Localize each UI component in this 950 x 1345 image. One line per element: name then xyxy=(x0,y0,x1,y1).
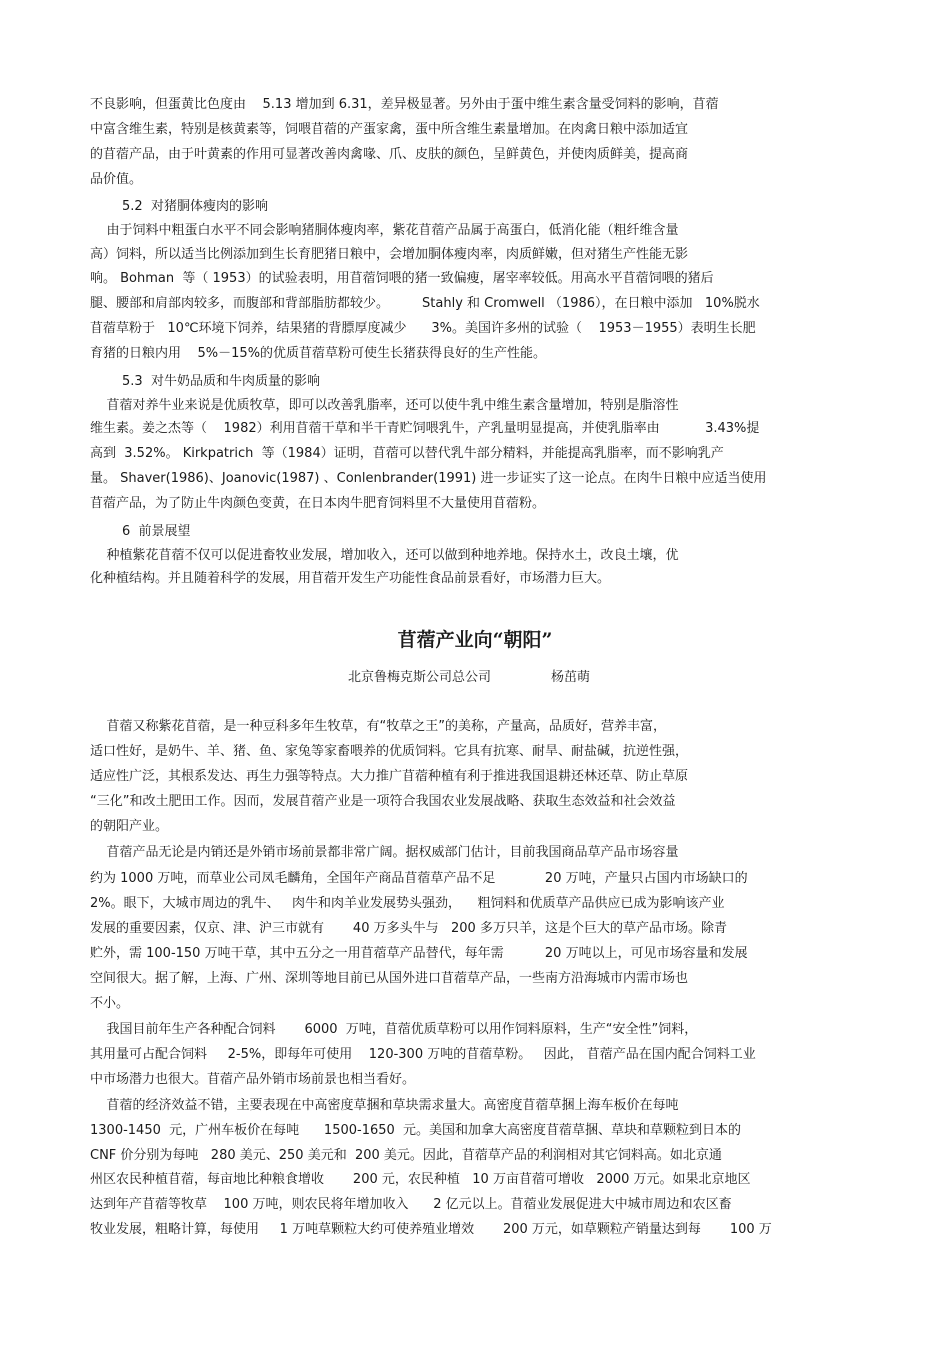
section-heading-5-2: 5.2 对猪胴体瘦肉的影响 xyxy=(122,199,268,214)
text-line: 1300-1450 元，广州车板价在每吨 1500-1650 元。美国和加拿大高密度苜蓿草捆、草块和草颗粒到日本的 xyxy=(90,1123,742,1138)
text-line: 的朝阳产业。 xyxy=(90,819,169,834)
text-line: 苜蓿产品，为了防止牛肉颜色变黄，在日本肉牛肥育饲料里不大量使用苜蓿粉。 xyxy=(90,496,546,511)
text-line: 的苜蓿产品，由于叶黄素的作用可显著改善肉禽喙、爪、皮肤的颜色，呈鲜黄色，并使肉质鲜美，提高商 xyxy=(90,147,689,162)
text-line: 种植紫花苜蓿不仅可以促进畜牧业发展，增加收入，还可以做到种地养地。保持水土，改良土壤，优 xyxy=(90,548,679,563)
text-line: 响。 Bohman 等（ 1953）的试验表明，用苜蓿饲喂的猪一致偏瘦，屠宰率较低。用高水平苜蓿饲喂的猪后 xyxy=(90,271,714,286)
text-line: 品价值。 xyxy=(90,172,143,187)
text-line: 不小。 xyxy=(90,996,130,1011)
text-line: 贮外，需 100-150 万吨干草，其中五分之一用苜蓿草产品替代，每年需 20 万吨以上，可见市场容量和发展 xyxy=(90,946,748,961)
text-line: 苜蓿产品无论是内销还是外销市场前景都非常广阔。据权威部门估计，目前我国商品草产品市场容量 xyxy=(90,845,679,860)
text-line: 苜蓿的经济效益不错，主要表现在中高密度草捆和草块需求量大。高密度苜蓿草捆上海车板价在每吨 xyxy=(90,1098,679,1113)
text-line: 中富含维生素，特别是核黄素等，饲喂苜蓿的产蛋家禽，蛋中所含维生素量增加。在肉禽日粮中添加适宜 xyxy=(90,122,689,137)
author-name: 杨茁萌 xyxy=(551,670,591,685)
text-line: 我国目前年生产各种配合饲料 6000 万吨，苜蓿优质草粉可以用作饲料原料，生产“安全性”饲料， xyxy=(90,1022,698,1037)
text-line: 其用量可占配合饲料 2-5%，即每年可使用 120-300 万吨的苜蓿草粉。 因此， 苜蓿产品在国内配合饲料工业 xyxy=(90,1047,756,1062)
text-line: 高到 3.52%。 Kirkpatrich 等（1984）证明，苜蓿可以替代乳牛部分精料，并能提高乳脂率，而不影响乳产 xyxy=(90,446,724,461)
author-affiliation: 北京鲁梅克斯公司总公司 xyxy=(348,670,492,685)
text-line: 育猪的日粮内用 5%－15%的优质苜蓿草粉可使生长猪获得良好的生产性能。 xyxy=(90,346,547,361)
text-line: 苜蓿又称紫花苜蓿，是一种豆科多年生牧草，有“牧草之王”的美称，产量高，品质好，营养丰富， xyxy=(90,719,666,734)
text-line: 不良影响，但蛋黄比色度由 5.13 增加到 6.31，差异极显著。另外由于蛋中维生素含量受饲料的影响，苜蓿 xyxy=(90,97,719,112)
text-line: 中市场潜力也很大。苜蓿产品外销市场前景也相当看好。 xyxy=(90,1072,416,1087)
text-line: 牧业发展，粗略计算，每使用 1 万吨草颗粒大约可使养殖业增效 200 万元，如草颗粒产销量达到每 100 万 xyxy=(90,1222,772,1237)
text-line: 量。 Shaver(1986)、Joanovic(1987) 、Conlenbrander(1991) 进一步证实了这一论点。在肉牛日粮中应适当使用 xyxy=(90,471,767,486)
text-line: 苜蓿草粉于 10℃环境下饲养，结果猪的背膘厚度减少 3%。美国许多州的试验（ 1953－1955）表明生长肥 xyxy=(90,321,756,336)
text-line: 适应性广泛，其根系发达、再生力强等特点。大力推广苜蓿种植有利于推进我国退耕还林还草、防止草原 xyxy=(90,769,689,784)
text-line: 2%。眼下，大城市周边的乳牛、 肉牛和肉羊业发展势头强劲， 粗饲料和优质草产品供应已成为影响该产业 xyxy=(90,896,725,911)
text-line: 高）饲料，所以适当比例添加到生长育肥猪日粮中，会增加胴体瘦肉率，肉质鲜嫩，但对猪生产性能无影 xyxy=(90,247,689,262)
text-line: 腿、腰部和肩部肉较多，而腹部和背部脂肪都较少。 Stahly 和 Cromwell （1986），在日粮中添加 10%脱水 xyxy=(90,296,760,311)
section-heading-5-3: 5.3 对牛奶品质和牛肉质量的影响 xyxy=(122,374,320,389)
text-line: CNF 价分别为每吨 280 美元、250 美元和 200 美元。因此，苜蓿草产品的利润相对其它饲料高。如北京通 xyxy=(90,1148,722,1163)
text-line: 适口性好，是奶牛、羊、猪、鱼、家兔等家畜喂养的优质饲料。它具有抗寒、耐旱、耐盐碱，抗逆性强， xyxy=(90,744,689,759)
section-heading-6: 6 前景展望 xyxy=(122,524,191,539)
text-line: 达到年产苜蓿等牧草 100 万吨，则农民将年增加收入 2 亿元以上。苜蓿业发展促进大中城市周边和农区畜 xyxy=(90,1197,732,1212)
text-line: 由于饲料中粗蛋白水平不同会影响猪胴体瘦肉率，紫花苜蓿产品属于高蛋白，低消化能（粗纤维含量 xyxy=(90,223,679,238)
article-title: 苜蓿产业向“朝阳” xyxy=(397,629,553,651)
text-line: 发展的重要因素，仅京、津、沪三市就有 40 万多头牛与 200 多万只羊，这是个巨大的草产品市场。除青 xyxy=(90,921,727,936)
text-line: 州区农民种植苜蓿，每亩地比种粮食增收 200 元，农民种植 10 万亩苜蓿可增收 2000 万元。如果北京地区 xyxy=(90,1172,751,1187)
text-line: 化种植结构。并且随着科学的发展，用苜蓿开发生产功能性食品前景看好，市场潜力巨大。 xyxy=(90,571,611,586)
text-line: 苜蓿对养牛业来说是优质牧草，即可以改善乳脂率，还可以使牛乳中维生素含量增加，特别是脂溶性 xyxy=(90,398,679,413)
text-line: 空间很大。据了解，上海、广州、深圳等地目前已从国外进口苜蓿草产品，一些南方沿海城市内需市场也 xyxy=(90,971,689,986)
text-line: 约为 1000 万吨，而草业公司凤毛麟角，全国年产商品苜蓿草产品不足 20 万吨，产量只占国内市场缺口的 xyxy=(90,871,748,886)
text-line: 维生素。姜之杰等（ 1982）利用苜蓿干草和半干青贮饲喂乳牛，产乳量明显提高，并使乳脂率由 3.43%提 xyxy=(90,421,760,436)
text-line: “三化”和改土肥田工作。因而，发展苜蓿产业是一项符合我国农业发展战略、获取生态效益和社会效益 xyxy=(90,794,676,809)
